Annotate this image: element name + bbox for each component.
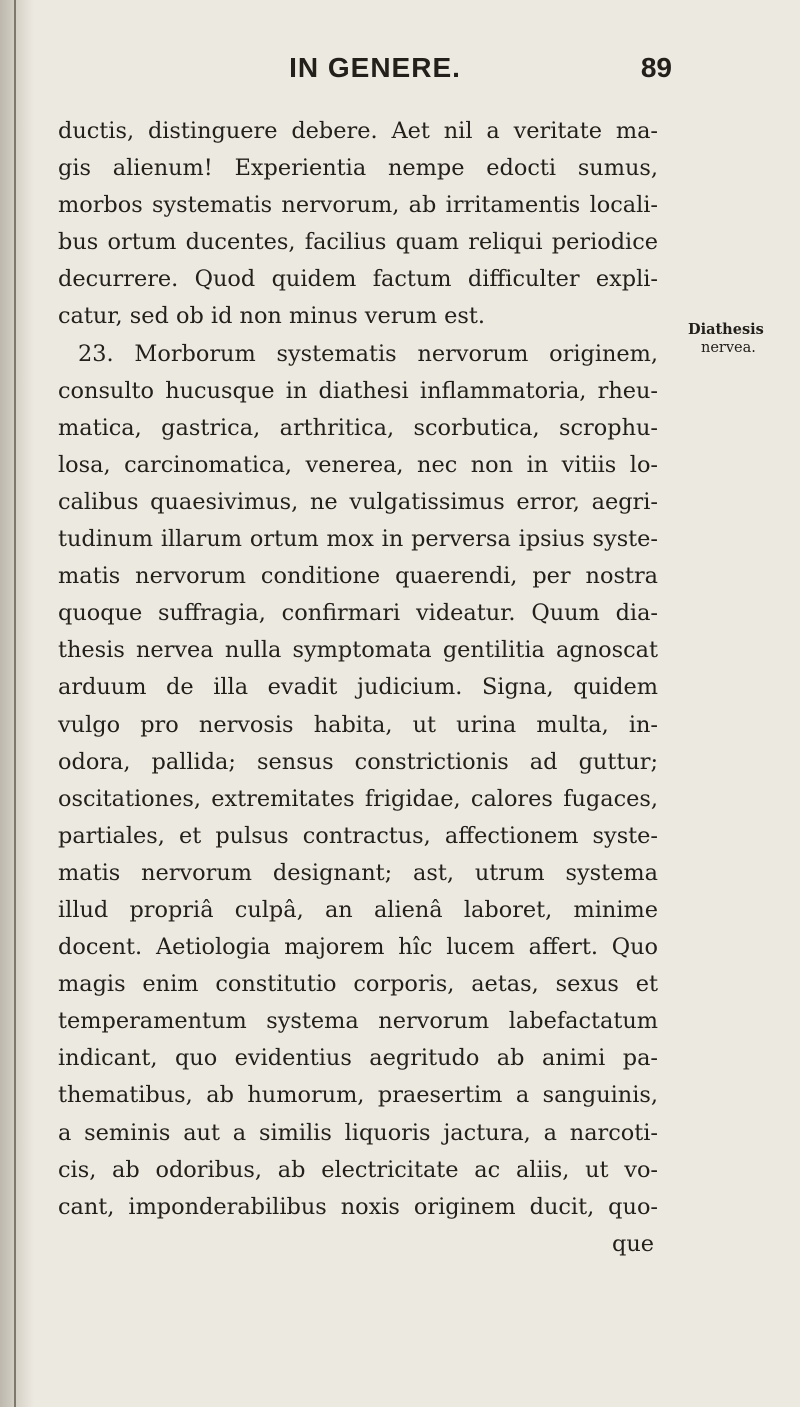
text-line: matis nervorum conditione quaerendi, per nostra xyxy=(58,563,658,590)
text-line: partiales, et pulsus contractus, affectionem syste- xyxy=(58,822,658,849)
text-line: decurrere. Quod quidem factum difficulter expli- xyxy=(58,266,658,293)
page-header xyxy=(0,52,800,112)
body-text xyxy=(58,113,658,1263)
text-line: matica, gastrica, arthritica, scorbutica, scrophu- xyxy=(58,414,658,441)
text-line: temperamentum systema nervorum labefactatum xyxy=(58,1008,658,1035)
margin-note-line-2: nervea. xyxy=(701,340,756,356)
margin-note-line-1: Diathesis xyxy=(688,321,764,338)
catchword: que xyxy=(611,1230,654,1257)
text-line: oscitationes, extremitates frigidae, calores fugaces, xyxy=(58,785,658,812)
text-line: thematibus, ab humorum, praesertim a sanguinis, xyxy=(58,1082,658,1109)
running-head: IN GENERE. xyxy=(289,52,461,83)
gutter-line xyxy=(14,0,16,1407)
text-line: arduum de illa evadit judicium. Signa, quidem xyxy=(58,674,658,701)
text-line: a seminis aut a similis liquoris jactura, a narcoti- xyxy=(58,1119,658,1146)
text-line: ductis, distinguere debere. Aet nil a veritate ma- xyxy=(58,118,658,144)
text-line: catur, sed ob id non minus verum est. xyxy=(58,303,486,330)
text-line: odora, pallida; sensus constrictionis ad guttur; xyxy=(58,748,658,775)
margin-note xyxy=(688,320,800,358)
text-line: morbos systematis nervorum, ab irritamentis locali- xyxy=(58,192,658,219)
text-line: magis enim constitutio corporis, aetas, sexus et xyxy=(58,971,658,998)
text-line: consulto hucusque in diathesi inflammatoria, rheu- xyxy=(58,377,658,404)
text-line: calibus quaesivimus, ne vulgatissimus error, aegri- xyxy=(58,488,658,515)
text-line: thesis nervea nulla symptomata gentilitia agnoscat xyxy=(58,637,658,664)
text-line: 23. Morborum systematis nervorum originem, xyxy=(78,340,658,367)
text-line: cant, imponderabilibus noxis originem ducit, quo- xyxy=(58,1193,658,1220)
text-line: docent. Aetiologia majorem hîc lucem affert. Quo xyxy=(58,934,658,961)
text-line: losa, carcinomatica, venerea, nec non in vitiis lo- xyxy=(58,451,658,478)
text-line: vulgo pro nervosis habita, ut urina multa, in- xyxy=(58,711,658,738)
text-line: cis, ab odoribus, ab electricitate ac aliis, ut vo- xyxy=(58,1156,658,1183)
text-line: bus ortum ducentes, facilius quam reliqui periodice xyxy=(58,229,658,256)
page-number: 89 xyxy=(640,52,672,83)
text-line: quoque suffragia, confirmari videatur. Quum dia- xyxy=(58,600,658,627)
text-line: tudinum illarum ortum mox in perversa ipsius syste- xyxy=(58,526,658,553)
text-line: illud propriâ culpâ, an alienâ laboret, minime xyxy=(58,896,658,923)
text-line: indicant, quo evidentius aegritudo ab animi pa- xyxy=(58,1045,658,1072)
text-line: gis alienum! Experientia nempe edocti sumus, xyxy=(58,155,658,182)
binding-gutter xyxy=(0,0,34,1407)
text-line: matis nervorum designant; ast, utrum systema xyxy=(58,859,658,886)
